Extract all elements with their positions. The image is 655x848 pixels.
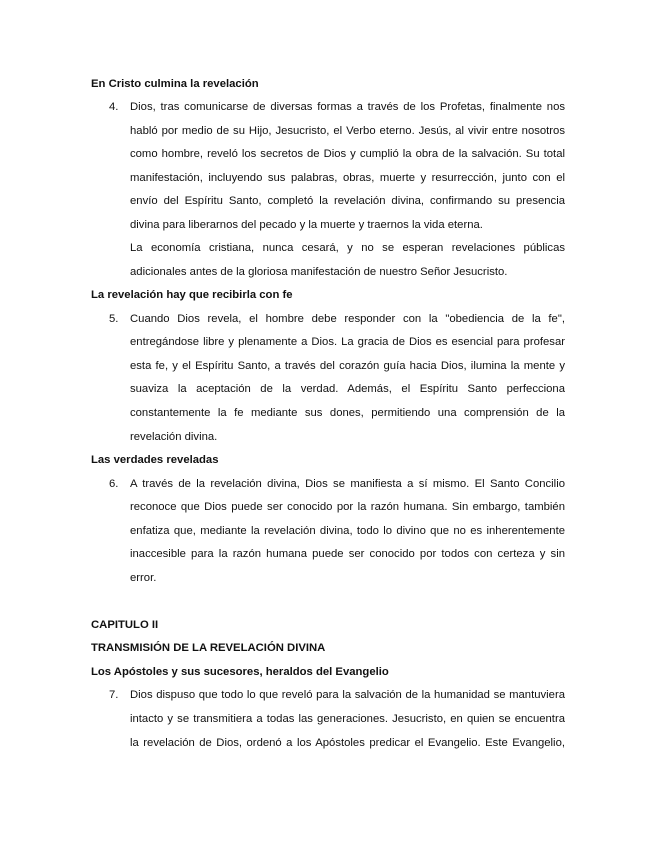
paragraph-line: enfatiza que, mediante la revelación divina, todo lo divino que no es inherentemente — [130, 525, 565, 537]
section-heading: Las verdades reveladas — [91, 454, 219, 466]
paragraph-number: 6. — [109, 478, 119, 490]
section-heading: La revelación hay que recibirla con fe — [91, 289, 293, 301]
chapter-title: TRANSMISIÓN DE LA REVELACIÓN DIVINA — [91, 642, 326, 654]
paragraph-line: La economía cristiana, nunca cesará, y no se esperan revelaciones públicas — [130, 242, 565, 254]
paragraph-line: constantemente la fe mediante sus dones, permitiendo una comprensión de la — [130, 407, 565, 419]
paragraph-line: envío del Espíritu Santo, completó la revelación divina, confirmando su presencia — [130, 195, 565, 207]
paragraph-line: Dios dispuso que todo lo que reveló para la salvación de la humanidad se mantuviera — [130, 689, 565, 701]
paragraph-line: inaccesible para la razón humana puede ser conocido por todos con certeza y sin — [130, 548, 565, 560]
paragraph-line: habló por medio de su Hijo, Jesucristo, el Verbo eterno. Jesús, al vivir entre nosotros — [130, 125, 565, 137]
paragraph-number: 4. — [109, 101, 119, 113]
paragraph-line: suaviza la aceptación de la verdad. Además, el Espíritu Santo perfecciona — [130, 383, 565, 395]
paragraph-line: Dios, tras comunicarse de diversas formas a través de los Profetas, finalmente nos — [130, 101, 565, 113]
chapter-label: CAPITULO II — [91, 619, 159, 631]
paragraph-line: Cuando Dios revela, el hombre debe responder con la "obediencia de la fe", — [130, 313, 565, 325]
paragraph-line: entregándose libre y plenamente a Dios. La gracia de Dios es esencial para profesar — [130, 336, 565, 348]
paragraph-line: como hombre, reveló los secretos de Dios y cumplió la obra de la salvación. Su total — [130, 148, 565, 160]
paragraph-line: la revelación de Dios, ordenó a los Apóstoles predicar el Evangelio. Este Evangelio, — [130, 737, 565, 749]
section-heading: Los Apóstoles y sus sucesores, heraldos del Evangelio — [91, 666, 389, 678]
paragraph-line: reconoce que Dios puede ser conocido por la razón humana. Sin embargo, también — [130, 501, 565, 513]
section-heading: En Cristo culmina la revelación — [91, 78, 259, 90]
paragraph-line: esta fe, y el Espíritu Santo, a través del corazón guía hacia Dios, ilumina la mente y — [130, 360, 565, 372]
paragraph-line: intacto y se transmitiera a todas las generaciones. Jesucristo, en quien se encuentra — [130, 713, 565, 725]
paragraph-line: error. — [130, 572, 157, 584]
paragraph-number: 5. — [109, 313, 119, 325]
paragraph-line: adicionales antes de la gloriosa manifestación de nuestro Señor Jesucristo. — [130, 266, 508, 278]
paragraph-line: A través de la revelación divina, Dios se manifiesta a sí mismo. El Santo Concilio — [130, 478, 565, 490]
paragraph-line: revelación divina. — [130, 431, 218, 443]
paragraph-line: divina para liberarnos del pecado y la muerte y traernos la vida eterna. — [130, 219, 483, 231]
paragraph-line: manifestación, incluyendo sus palabras, obras, muerte y resurrección, junto con el — [130, 172, 565, 184]
paragraph-number: 7. — [109, 689, 119, 701]
